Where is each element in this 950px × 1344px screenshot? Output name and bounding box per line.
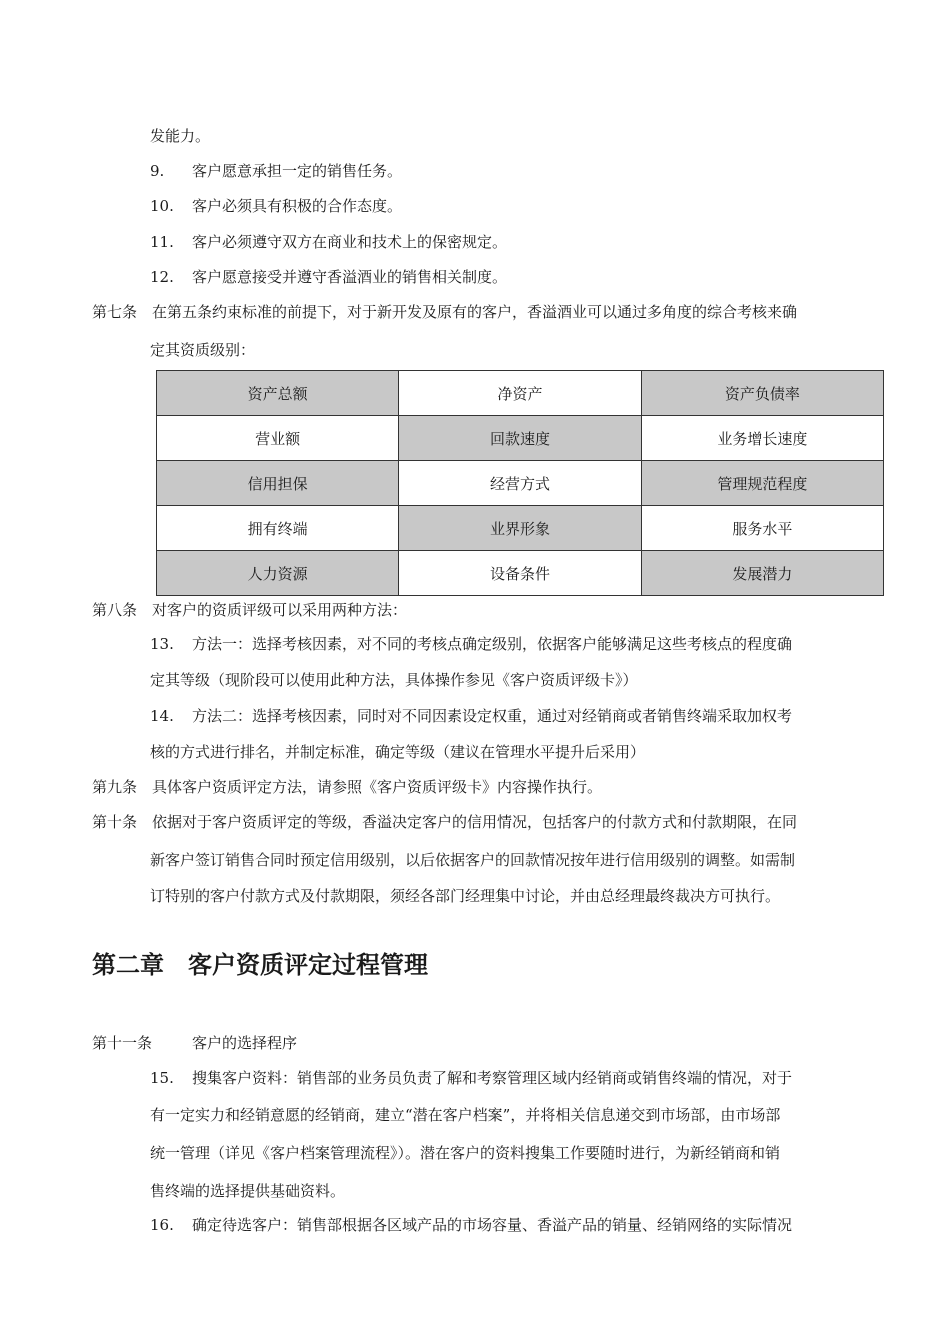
list-item-number: 16.: [150, 1216, 174, 1234]
list-item-text: 客户必须遵守双方在商业和技术上的保密规定。: [192, 233, 508, 251]
article-label: 第七条: [92, 303, 138, 321]
list-item-text: 定其等级（现阶段可以使用此种方法，具体操作参见《客户资质评级卡》）: [150, 671, 638, 689]
list-item-text: 核的方式进行排名，并制定标准，确定等级（建议在管理水平提升后采用）: [150, 743, 646, 761]
article-text: 具体客户资质评定方法，请参照《客户资质评级卡》内容操作执行。: [152, 778, 603, 796]
list-item-number: 10.: [150, 197, 174, 215]
qualification-factors-table: [156, 370, 884, 596]
list-item-text: 客户愿意接受并遵守香溢酒业的销售相关制度。: [192, 268, 508, 286]
list-item-text: 方法二：选择考核因素，同时对不同因素设定权重，通过对经销商或者销售终端采取加权考: [192, 707, 793, 725]
list-item-text: 客户必须具有积极的合作态度。: [192, 197, 403, 215]
table-cell: 营业额: [157, 416, 399, 461]
table-cell: 设备条件: [399, 551, 641, 596]
table-cell: 管理规范程度: [641, 461, 883, 506]
article-text: 定其资质级别：: [150, 341, 256, 359]
list-item-number: 11.: [150, 233, 174, 251]
list-item-number: 15.: [150, 1069, 174, 1087]
article-label: 第十一条: [92, 1034, 153, 1052]
table-cell: 回款速度: [399, 416, 641, 461]
list-item-text: 统一管理（详见《客户档案管理流程》）。潜在客户的资料搜集工作要随时进行，为新经销商和销: [150, 1144, 781, 1162]
list-item-text: 客户愿意承担一定的销售任务。: [192, 162, 403, 180]
list-item-number: 12.: [150, 268, 174, 286]
table-cell: 拥有终端: [157, 506, 399, 551]
article-text: 订特别的客户付款方式及付款期限，须经各部门经理集中讨论，并由总经理最终裁决方可执行。: [150, 887, 781, 905]
chapter-heading: 第二章 客户资质评定过程管理: [92, 951, 428, 979]
list-item-number: 14.: [150, 707, 174, 725]
article-text: 依据对于客户资质评定的等级，香溢决定客户的信用情况，包括客户的付款方式和付款期限，在同: [152, 813, 798, 831]
list-item-text: 方法一：选择考核因素，对不同的考核点确定级别，依据客户能够满足这些考核点的程度确: [192, 635, 793, 653]
table-row: [157, 461, 884, 506]
list-item-text: 售终端的选择提供基础资料。: [150, 1182, 346, 1200]
list-item-text: 有一定实力和经销意愿的经销商，建立“潜在客户档案”，并将相关信息递交到市场部，由市场部: [150, 1106, 781, 1124]
table-cell: 净资产: [399, 371, 641, 416]
article-label: 第九条: [92, 778, 138, 796]
table-cell: 业界形象: [399, 506, 641, 551]
table-row: [157, 416, 884, 461]
article-label: 第十条: [92, 813, 138, 831]
list-item-number: 13.: [150, 635, 174, 653]
table-cell: 人力资源: [157, 551, 399, 596]
article-text: 在第五条约束标准的前提下，对于新开发及原有的客户，香溢酒业可以通过多角度的综合考核来确: [152, 303, 798, 321]
table-cell: 资产负债率: [641, 371, 883, 416]
table-cell: 服务水平: [641, 506, 883, 551]
list-item-text: 确定待选客户：销售部根据各区域产品的市场容量、香溢产品的销量、经销网络的实际情况: [192, 1216, 793, 1234]
table-cell: 资产总额: [157, 371, 399, 416]
table-row: [157, 506, 884, 551]
table-cell: 信用担保: [157, 461, 399, 506]
table-cell: 经营方式: [399, 461, 641, 506]
paragraph-continuation: 发能力。: [150, 127, 211, 145]
article-text: 新客户签订销售合同时预定信用级别，以后依据客户的回款情况按年进行信用级别的调整。如需制: [150, 851, 796, 869]
article-text: 对客户的资质评级可以采用两种方法：: [152, 601, 408, 619]
article-title: 客户的选择程序: [192, 1034, 298, 1052]
article-label: 第八条: [92, 601, 138, 619]
list-item-number: 9.: [150, 162, 165, 180]
table-cell: 发展潜力: [641, 551, 883, 596]
list-item-text: 搜集客户资料：销售部的业务员负责了解和考察管理区域内经销商或销售终端的情况，对于: [192, 1069, 793, 1087]
table-row: [157, 551, 884, 596]
table-row: [157, 371, 884, 416]
table-cell: 业务增长速度: [641, 416, 883, 461]
